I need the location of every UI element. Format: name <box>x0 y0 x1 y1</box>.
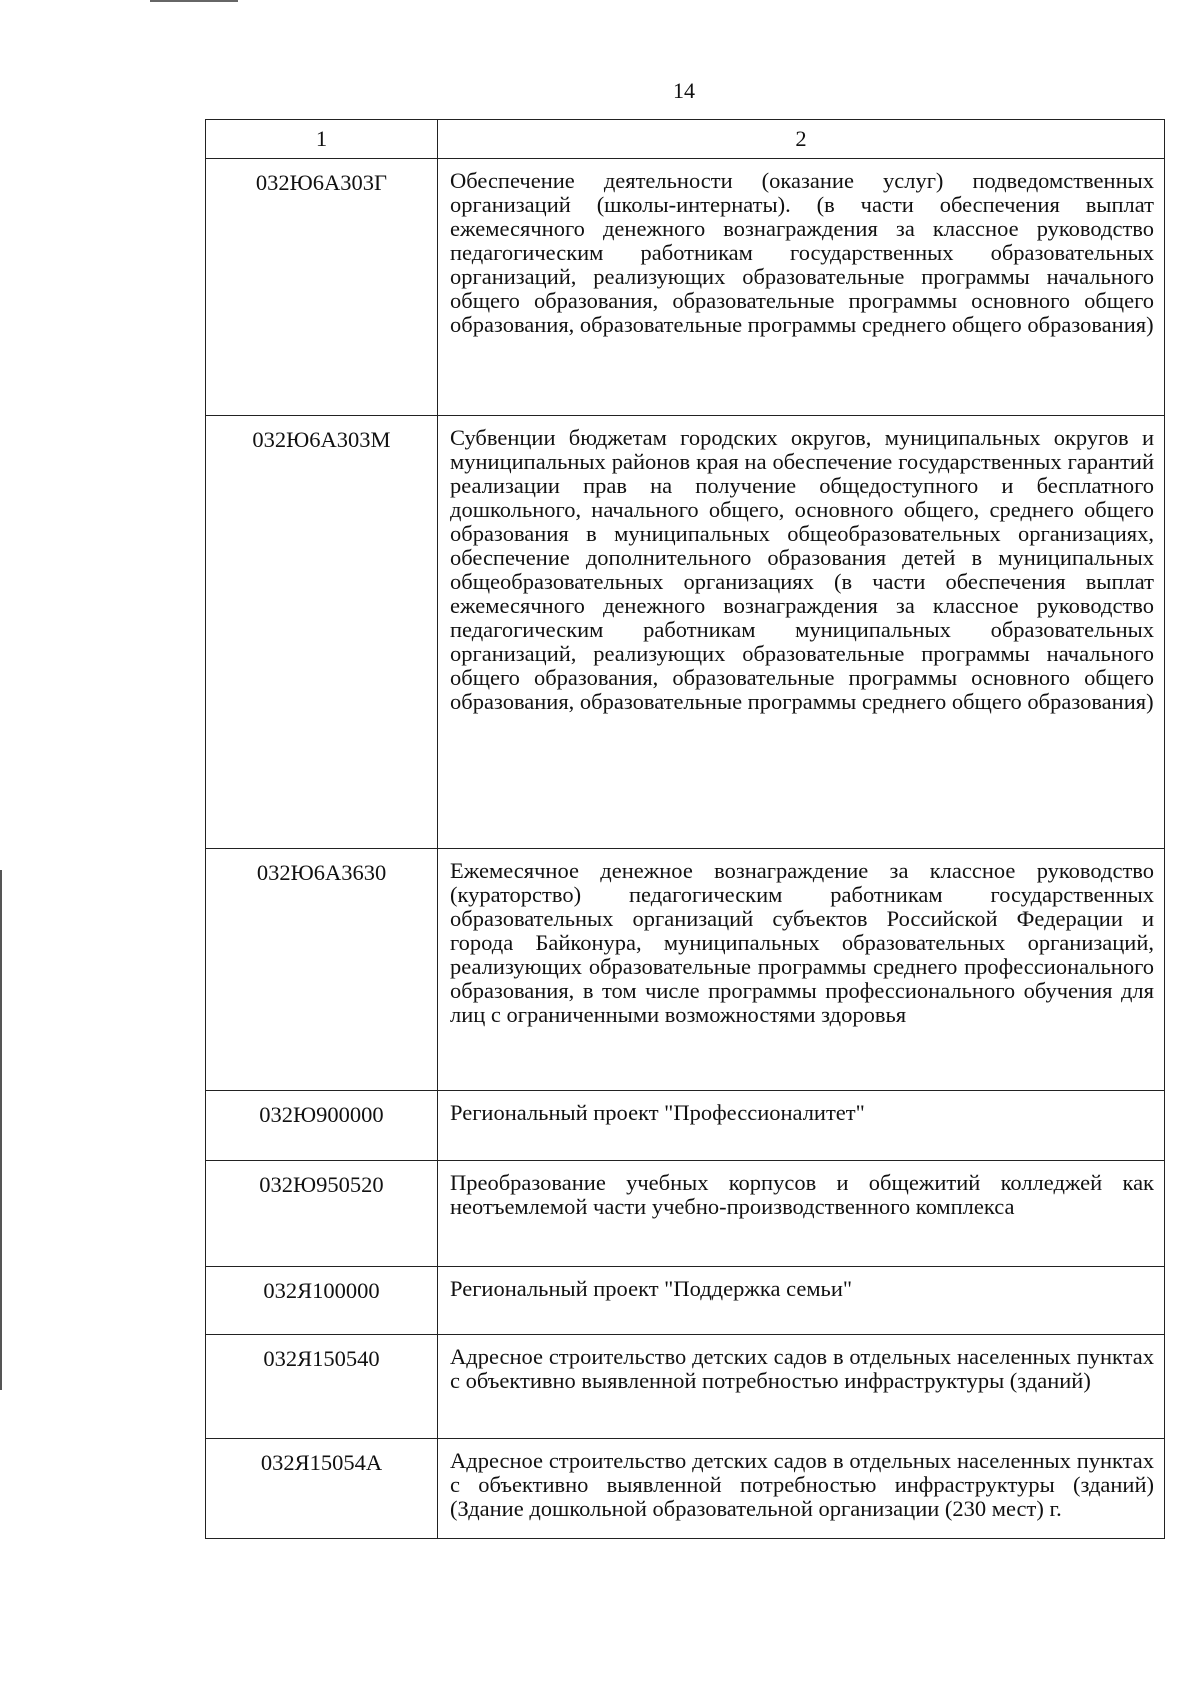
row-code: 032Ю950520 <box>206 1161 438 1267</box>
row-description: Преобразование учебных корпусов и общежитий колледжей как неотъемлемой части учебно-производственного комплекса <box>438 1161 1165 1267</box>
row-description: Региональный проект "Поддержка семьи" <box>438 1267 1165 1335</box>
table-row <box>206 159 1165 416</box>
table-row <box>206 1335 1165 1439</box>
row-code: 032Я100000 <box>206 1267 438 1335</box>
row-description: Ежемесячное денежное вознаграждение за классное руководство (кураторство) педагогическим работникам государственных образовательных организаций субъектов Российской Федерации и города Байконура, муниципальных образовательных организаций, реализующих образовательные программы среднего профессионального образования, в том числе программы профессионального обучения для лиц с ограниченными возможностями здоровья <box>438 849 1165 1091</box>
table-row <box>206 1267 1165 1335</box>
scan-artifact-line <box>150 0 238 2</box>
row-code: 032Я15054А <box>206 1439 438 1539</box>
table-row <box>206 416 1165 849</box>
scan-artifact-edge <box>0 870 2 1390</box>
row-code: 032Я150540 <box>206 1335 438 1439</box>
table-row <box>206 849 1165 1091</box>
row-description: Региональный проект "Профессионалитет" <box>438 1091 1165 1161</box>
column-header-description: 2 <box>438 120 1165 159</box>
row-description: Обеспечение деятельности (оказание услуг) подведомственных организаций (школы-интернаты). (в части обеспечения выплат ежемесячного денежного вознаграждения за классное руководство педагогическим работникам государственных образовательных организаций, реализующих образовательные программы начального общего образования, образовательные программы основного общего образования, образовательные программы среднего общего образования) <box>438 159 1165 416</box>
page-number: 14 <box>673 78 695 103</box>
table-header-row <box>206 120 1165 159</box>
row-code: 032Ю6А303Г <box>206 159 438 416</box>
table-row <box>206 1161 1165 1267</box>
row-description: Адресное строительство детских садов в отдельных населенных пунктах с объективно выявленной потребностью инфраструктуры (зданий) (Здание дошкольной образовательной организации (230 мест) г. <box>438 1439 1165 1539</box>
budget-code-table <box>205 119 1165 1539</box>
row-code: 032Ю6А3630 <box>206 849 438 1091</box>
column-header-code: 1 <box>206 120 438 159</box>
row-description: Адресное строительство детских садов в отдельных населенных пунктах с объективно выявленной потребностью инфраструктуры (зданий) <box>438 1335 1165 1439</box>
table-row <box>206 1439 1165 1539</box>
row-code: 032Ю6А303М <box>206 416 438 849</box>
row-code: 032Ю900000 <box>206 1091 438 1161</box>
table-row <box>206 1091 1165 1161</box>
row-description: Субвенции бюджетам городских округов, муниципальных округов и муниципальных районов края на обеспечение государственных гарантий реализации прав на получение общедоступного и бесплатного дошкольного, начального общего, основного общего, среднего общего образования в муниципальных общеобразовательных организациях, обеспечение дополнительного образования детей в муниципальных общеобразовательных организациях (в части обеспечения выплат ежемесячного денежного вознаграждения за классное руководство педагогическим работникам муниципальных образовательных организаций, реализующих образовательные программы начального общего образования, образовательные программы основного общего образования, образовательные программы среднего общего образования) <box>438 416 1165 849</box>
